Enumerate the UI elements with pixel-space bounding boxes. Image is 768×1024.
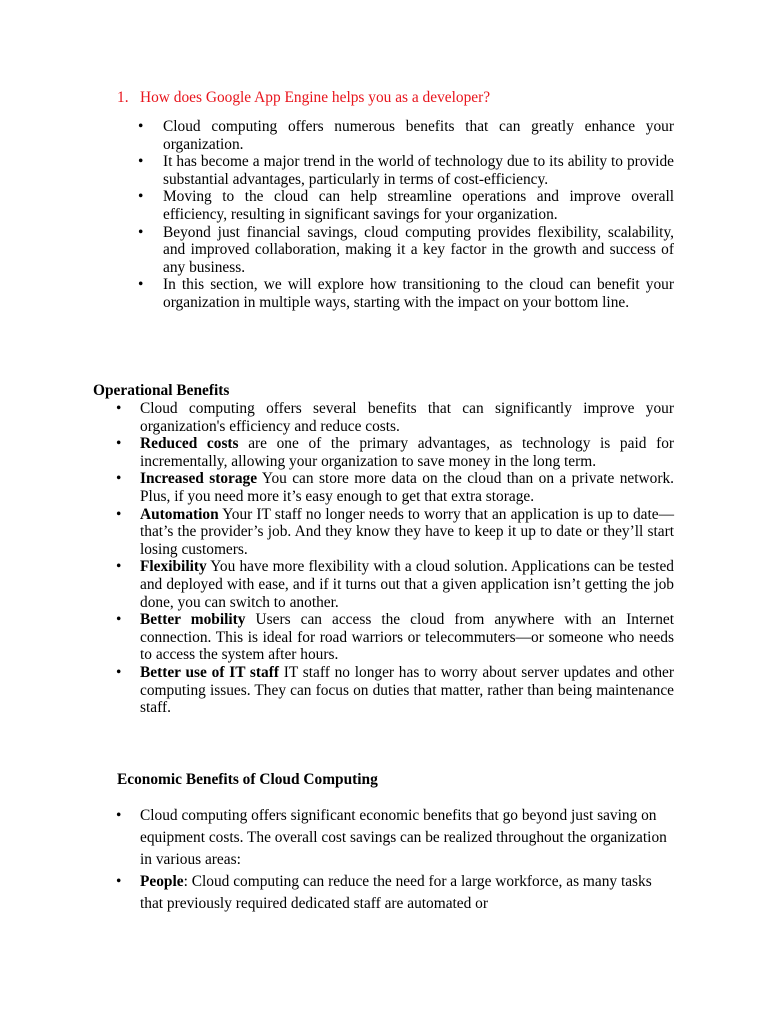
bullet-icon: • [116, 470, 122, 488]
bullet-icon: • [116, 873, 122, 890]
bullet-icon: • [138, 276, 144, 294]
section-title-economic: Economic Benefits of Cloud Computing [117, 771, 378, 788]
list-item: • Beyond just financial savings, cloud computing provides flexibility, scalability, and improved collaboration, making it a key factor in the growth and success of any business. [138, 223, 674, 276]
list-item: • Flexibility You have more flexibility with a cloud solution. Applications can be tested and deployed with ease, and if it turns out that a given application isn’t getting the job done, you can switch to another. [116, 558, 674, 611]
bullet-term: Automation [140, 505, 219, 523]
bullet-term: Reduced costs [140, 435, 239, 453]
list-item: • Better use of IT staff IT staff no longer has to worry about server updates and other computing issues. They can focus on duties that matter, rather than being maintenance staff. [116, 663, 674, 717]
list-item: • Moving to the cloud can help streamline operations and improve overall efficiency, resulting in significant savings for your organization. [138, 188, 674, 223]
bullet-term: Better use of IT staff [140, 663, 279, 681]
operational-bullet-list [116, 400, 675, 717]
intro-bullet-list [138, 118, 674, 312]
list-item: • Better mobility Users can access the cloud from anywhere with an Internet connection. This is ideal for road warriors or telecommuters—or someone who needs to access the system after hours. [116, 611, 674, 664]
list-item: • Automation Your IT staff no longer needs to worry that an application is up to date—that’s the provider’s job. And they know they have to keep it up to date or they’ll start losing customers. [116, 505, 674, 558]
economic-bullet-list [116, 805, 674, 915]
bullet-term: Better mobility [140, 611, 246, 629]
list-item: • Reduced costs are one of the primary advantages, as technology is paid for incrementally, allowing your organization to save money in the long term. [116, 435, 675, 470]
bullet-icon: • [138, 118, 144, 135]
question-text: How does Google App Engine helps you as a developer? [140, 89, 491, 106]
list-item: • Cloud computing offers significant economic benefits that go beyond just saving on equipment costs. The overall cost savings can be realized throughout the organization in various areas: [116, 807, 667, 868]
bullet-icon: • [116, 435, 122, 453]
bullet-icon: • [116, 558, 122, 576]
list-item: • It has become a major trend in the world of technology due to its ability to provide substantial advantages, particularly in terms of cost-efficiency. [138, 153, 674, 188]
list-item: • In this section, we will explore how transitioning to the cloud can benefit your organization in multiple ways, starting with the impact on your bottom line. [138, 276, 674, 311]
bullet-icon: • [116, 400, 122, 417]
question-number: 1. [117, 89, 129, 106]
bullet-term: People [140, 873, 184, 890]
bullet-term: Flexibility [140, 558, 207, 576]
bullet-icon: • [116, 505, 122, 523]
list-item: • Cloud computing offers numerous benefits that can greatly enhance your organization. [138, 118, 674, 153]
bullet-icon: • [116, 663, 122, 681]
bullet-icon: • [138, 188, 144, 206]
question-heading [117, 88, 677, 108]
bullet-term: Increased storage [140, 470, 258, 488]
list-item: • People: Cloud computing can reduce the need for a large workforce, as many tasks that previously required dedicated staff are automated or [116, 873, 652, 912]
bullet-icon: • [138, 223, 144, 241]
section-title-operational: Operational Benefits [93, 382, 230, 399]
list-item: • Increased storage You can store more data on the cloud than on a private network. Plus, if you need more it’s easy enough to get that extra storage. [116, 470, 674, 505]
bullet-icon: • [116, 611, 122, 629]
bullet-icon: • [116, 807, 122, 824]
bullet-icon: • [138, 153, 144, 171]
list-item: • Cloud computing offers several benefits that can significantly improve your organization's efficiency and reduce costs. [116, 400, 674, 435]
